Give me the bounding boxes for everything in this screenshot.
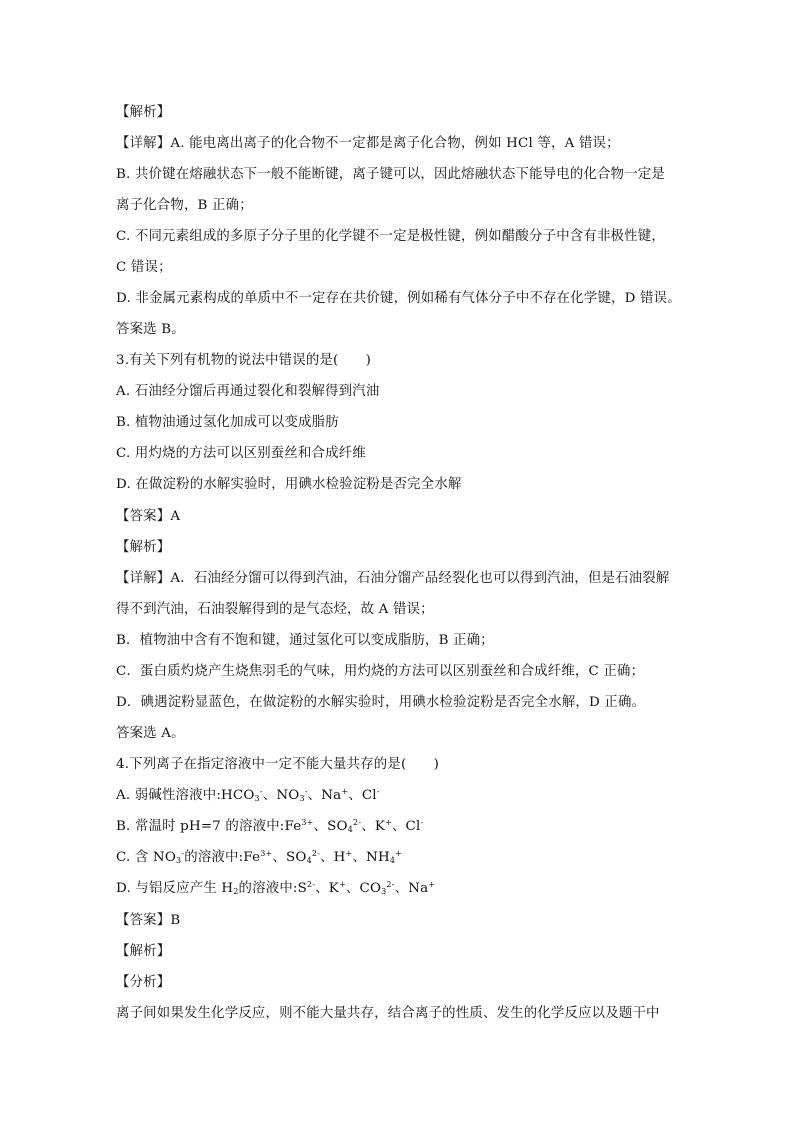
question-3: 3.有关下列有机物的说法中错误的是( )	[116, 353, 372, 368]
answer-label: 【答案】A	[116, 509, 181, 524]
text-line: 离子间如果发生化学反应，则不能大量共存，结合离子的性质、发生的化学反应以及题干中	[116, 1006, 660, 1021]
answer-summary: 答案选 A。	[116, 726, 185, 741]
text-line: 得不到汽油，石油裂解得到的是气态烃，故 A 错误；	[116, 602, 434, 617]
text-line: 【详解】A. 能电离出离子的化合物不一定都是离子化合物，例如 HCl 等，A 错误；	[116, 136, 620, 151]
section-heading-analysis-detail: 【分析】	[116, 975, 171, 990]
text-line: D. 非金属元素构成的单质中不一定存在共价键，例如稀有气体分子中不存在化学键，D 错误。	[116, 291, 681, 306]
text-line: 离子化合物，B 正确；	[116, 198, 253, 213]
option-d: D. 与铝反应产生 $H_2$的溶液中$:S^{2-}$、K+、$CO_3^{2-}$、Na+	[116, 880, 436, 896]
text-line: B．植物油中含有不饱和键，通过氢化可以变成脂肪，B 正确；	[116, 633, 494, 648]
option-a: A. 石油经分馏后再通过裂化和裂解得到汽油	[116, 384, 380, 399]
option-d: D. 在做淀粉的水解实验时，用碘水检验淀粉是否完全水解	[116, 477, 462, 492]
text-line: C．蛋白质灼烧产生烧焦羽毛的气味，用灼烧的方法可以区别蚕丝和合成纤维，C 正确；	[116, 664, 645, 679]
section-heading-analysis: 【解析】	[116, 944, 171, 959]
option-b: B. 植物油通过氢化加成可以变成脂肪	[116, 415, 339, 430]
text-line: B. 共价键在熔融状态下一般不能断键，离子键可以，因此熔融状态下能导电的化合物一定是	[116, 167, 665, 182]
text-line: C 错误；	[116, 260, 172, 275]
answer-label: 【答案】B	[116, 913, 181, 928]
text-line: 【详解】A．石油经分馏可以得到汽油，石油分馏产品经裂化也可以得到汽油，但是石油裂解	[116, 571, 670, 586]
answer-summary: 答案选 B。	[116, 322, 185, 337]
option-a: A. 弱碱性溶液中$:HCO_3^-$、$NO_3^-$、Na+、Cl-	[116, 787, 380, 803]
option-b: B. 常温时 pH=7 的溶液中$:Fe^{3+}$、$SO_4^{2-}$、K+、Cl-	[116, 818, 424, 834]
section-heading-analysis: 【解析】	[116, 540, 171, 555]
text-line: D．碘遇淀粉显蓝色，在做淀粉的水解实验时，用碘水检验淀粉是否完全水解，D 正确。	[116, 695, 646, 710]
option-c: C. 用灼烧的方法可以区别蚕丝和合成纤维	[116, 446, 366, 461]
text-line: C. 不同元素组成的多原子分子里的化学键不一定是极性键，例如醋酸分子中含有非极性键，	[116, 229, 665, 244]
question-4: 4.下列离子在指定溶液中一定不能大量共存的是( )	[116, 757, 440, 772]
option-c: C. 含 $NO_3^-$的溶液中$:Fe^{3+}$、$SO_4^{2-}$、H+、$NH_4^+$	[116, 849, 403, 865]
section-heading-analysis: 【解析】	[116, 105, 171, 120]
